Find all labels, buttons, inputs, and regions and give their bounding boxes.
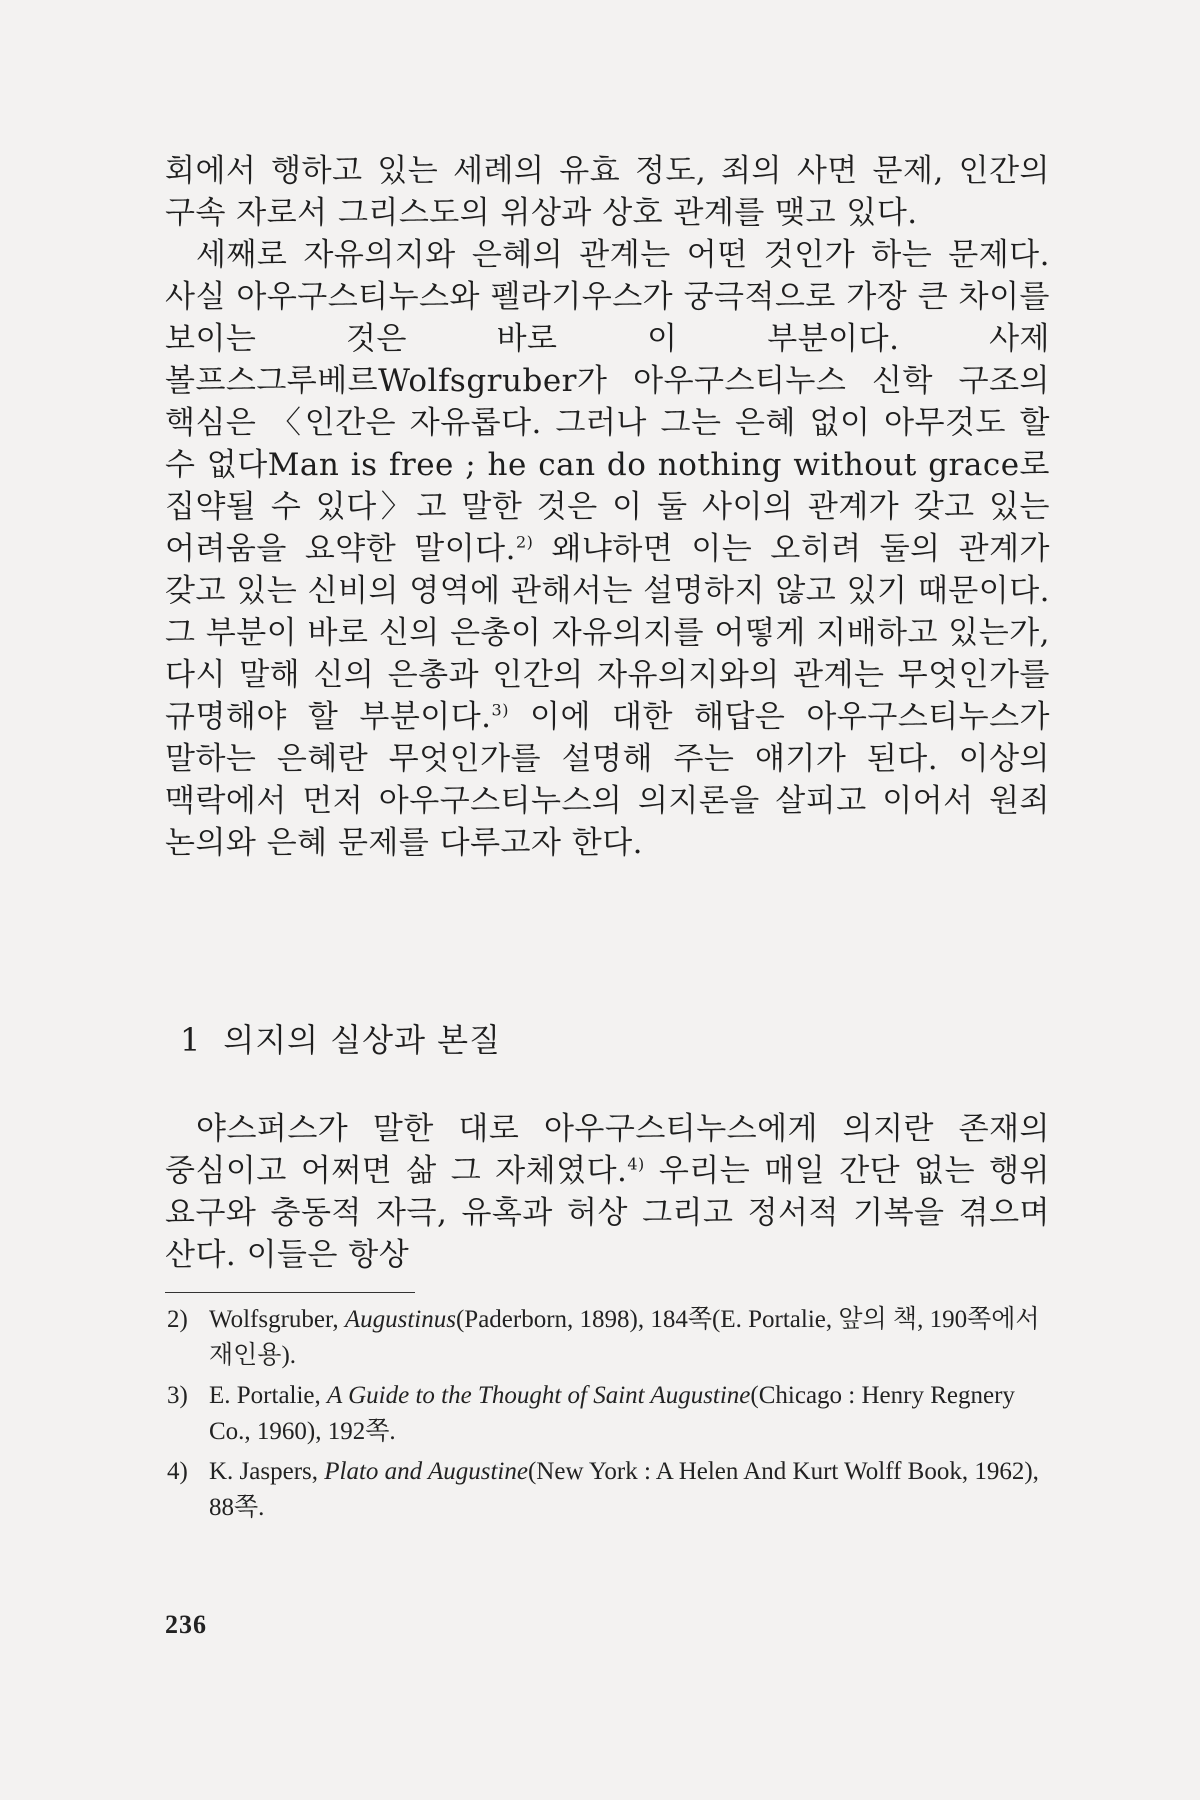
- page-number: 236: [165, 1610, 207, 1639]
- footnote-item: [165, 1302, 1050, 1374]
- footnote-divider: [165, 1292, 415, 1293]
- footnote-item: [165, 1378, 1050, 1450]
- paragraph-2-part-2: 왜냐하면 이는 오히려 둘의 관계가 갖고 있는 신비의 영역에 관해서는 설명하지 않고 있기 때문이다. 그 부분이 바로 신의 은총이 자유의지를 어떻게 지배하고 있는가, 다시 말해 신의 은총과 인간의 자유의지와의 관계는 무엇인가를 규명해야 할 부분이다.: [165, 531, 1050, 735]
- footnote-ref-4: 4): [627, 1154, 645, 1174]
- footnote-ref-2: 2): [515, 532, 534, 552]
- footnote-text: [209, 1454, 1050, 1526]
- footnote-details: (New York : A Helen And Kurt Wolff Book, 1962), 88쪽.: [209, 1458, 1039, 1521]
- footnotes: [165, 1302, 1050, 1530]
- paragraph-2-part-1: 세째로 자유의지와 은혜의 관계는 어떤 것인가 하는 문제다. 사실 아우구스티누스와 펠라기우스가 궁극적으로 가장 큰 차이를 보이는 것은 바로 이 부분이다. 사제 볼프스그루베르Wolfsgruber가 아우구스티누스 신학 구조의 핵심은 〈인간은 자유롭다. 그러나 그는 은혜 없이 아무것도 할 수 없다Man is free ; he can do nothing without grace로 집약될 수 있다〉고 말한 것은 이 둘 사이의 관계가 갖고 있는 어려움을 요약한 말이다.: [165, 237, 1050, 567]
- footnote-mark: 2): [167, 1306, 188, 1333]
- footnote-mark: 3): [167, 1382, 188, 1409]
- main-text-block: [165, 150, 1050, 864]
- paragraph-continuation: [165, 150, 1050, 234]
- footnote-title: Augustinus: [344, 1306, 456, 1333]
- paragraph-3-part-2: 우리는 매일 간단 없는 행위 요구와 충동적 자극, 유혹과 허상 그리고 정서적 기복을 겪으며 산다. 이들은 항상: [165, 1153, 1050, 1273]
- paragraph-3-part-1: 야스퍼스가 말한 대로 아우구스티누스에게 의지란 존재의 중심이고 어쩌면 삶 그 자체였다.: [165, 1111, 1050, 1189]
- footnote-item: [165, 1454, 1050, 1526]
- footnote-details: (Paderborn, 1898), 184쪽(E. Portalie, 앞의 책, 190쪽에서 재인용).: [209, 1306, 1040, 1369]
- footnote-title: A Guide to the Thought of Saint Augustine: [327, 1382, 751, 1409]
- paragraph-2-part-3: 이에 대한 해답은 아우구스티누스가 말하는 은혜란 무엇인가를 설명해 주는 얘기가 된다. 이상의 맥락에서 먼저 아우구스티누스의 의지론을 살피고 이어서 원죄 논의와 은혜 문제를 다루고자 한다.: [165, 699, 1051, 861]
- section-body: [165, 1108, 1050, 1276]
- footnote-mark: 4): [167, 1458, 188, 1485]
- footnote-details: (Chicago : Henry Regnery Co., 1960), 192쪽.: [209, 1382, 1015, 1445]
- section-number: 1: [180, 1021, 202, 1059]
- footnote-text: [209, 1302, 1050, 1374]
- section-heading: [180, 1018, 780, 1062]
- section-title: 의지의 실상과 본질: [223, 1021, 501, 1059]
- paragraph-jaspers: [165, 1108, 1050, 1276]
- paragraph-1-text: 회에서 행하고 있는 세례의 유효 정도, 죄의 사면 문제, 인간의 구속 자로서 그리스도의 위상과 상호 관계를 맺고 있다.: [165, 153, 1050, 231]
- footnote-author: K. Jaspers,: [209, 1458, 325, 1485]
- paragraph-free-will-and-grace: [165, 234, 1050, 864]
- footnote-text: [209, 1378, 1050, 1450]
- footnote-author: E. Portalie,: [209, 1382, 328, 1409]
- footnote-author: Wolfsgruber,: [209, 1306, 345, 1333]
- footnote-ref-3: 3): [491, 700, 509, 720]
- footnote-title: Plato and Augustine: [324, 1458, 528, 1485]
